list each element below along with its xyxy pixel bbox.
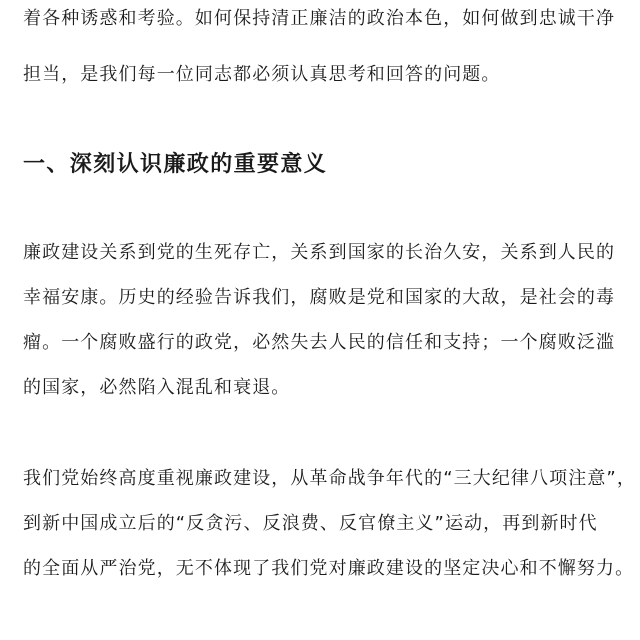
paragraph-line: 着各种诱惑和考验。如何保持清正廉洁的政治本色，如何做到忠诚干净: [23, 8, 616, 29]
section-heading: 一、深刻认识廉政的重要意义: [23, 152, 328, 177]
paragraph-line: 瘤。一个腐败盛行的政党，必然失去人民的信任和支持；一个腐败泛滥: [23, 332, 616, 353]
paragraph-line: 担当，是我们每一位同志都必须认真思考和回答的问题。: [23, 64, 501, 85]
paragraph-line: 廉政建设关系到党的生死存亡，关系到国家的长治久安，关系到人民的: [23, 242, 616, 263]
paragraph-line: 幸福安康。历史的经验告诉我们，腐败是党和国家的大敌，是社会的毒: [23, 287, 616, 308]
paragraph-line: 的国家，必然陷入混乱和衰退。: [23, 377, 291, 398]
paragraph-line: 到新中国成立后的“反贪污、反浪费、反官僚主义”运动，再到新时代: [23, 513, 598, 534]
paragraph-line: 的全面从严治党，无不体现了我们党对廉政建设的坚定决心和不懈努力。: [23, 558, 635, 579]
paragraph-line: 我们党始终高度重视廉政建设，从革命战争年代的“三大纪律八项注意”，: [23, 468, 636, 489]
